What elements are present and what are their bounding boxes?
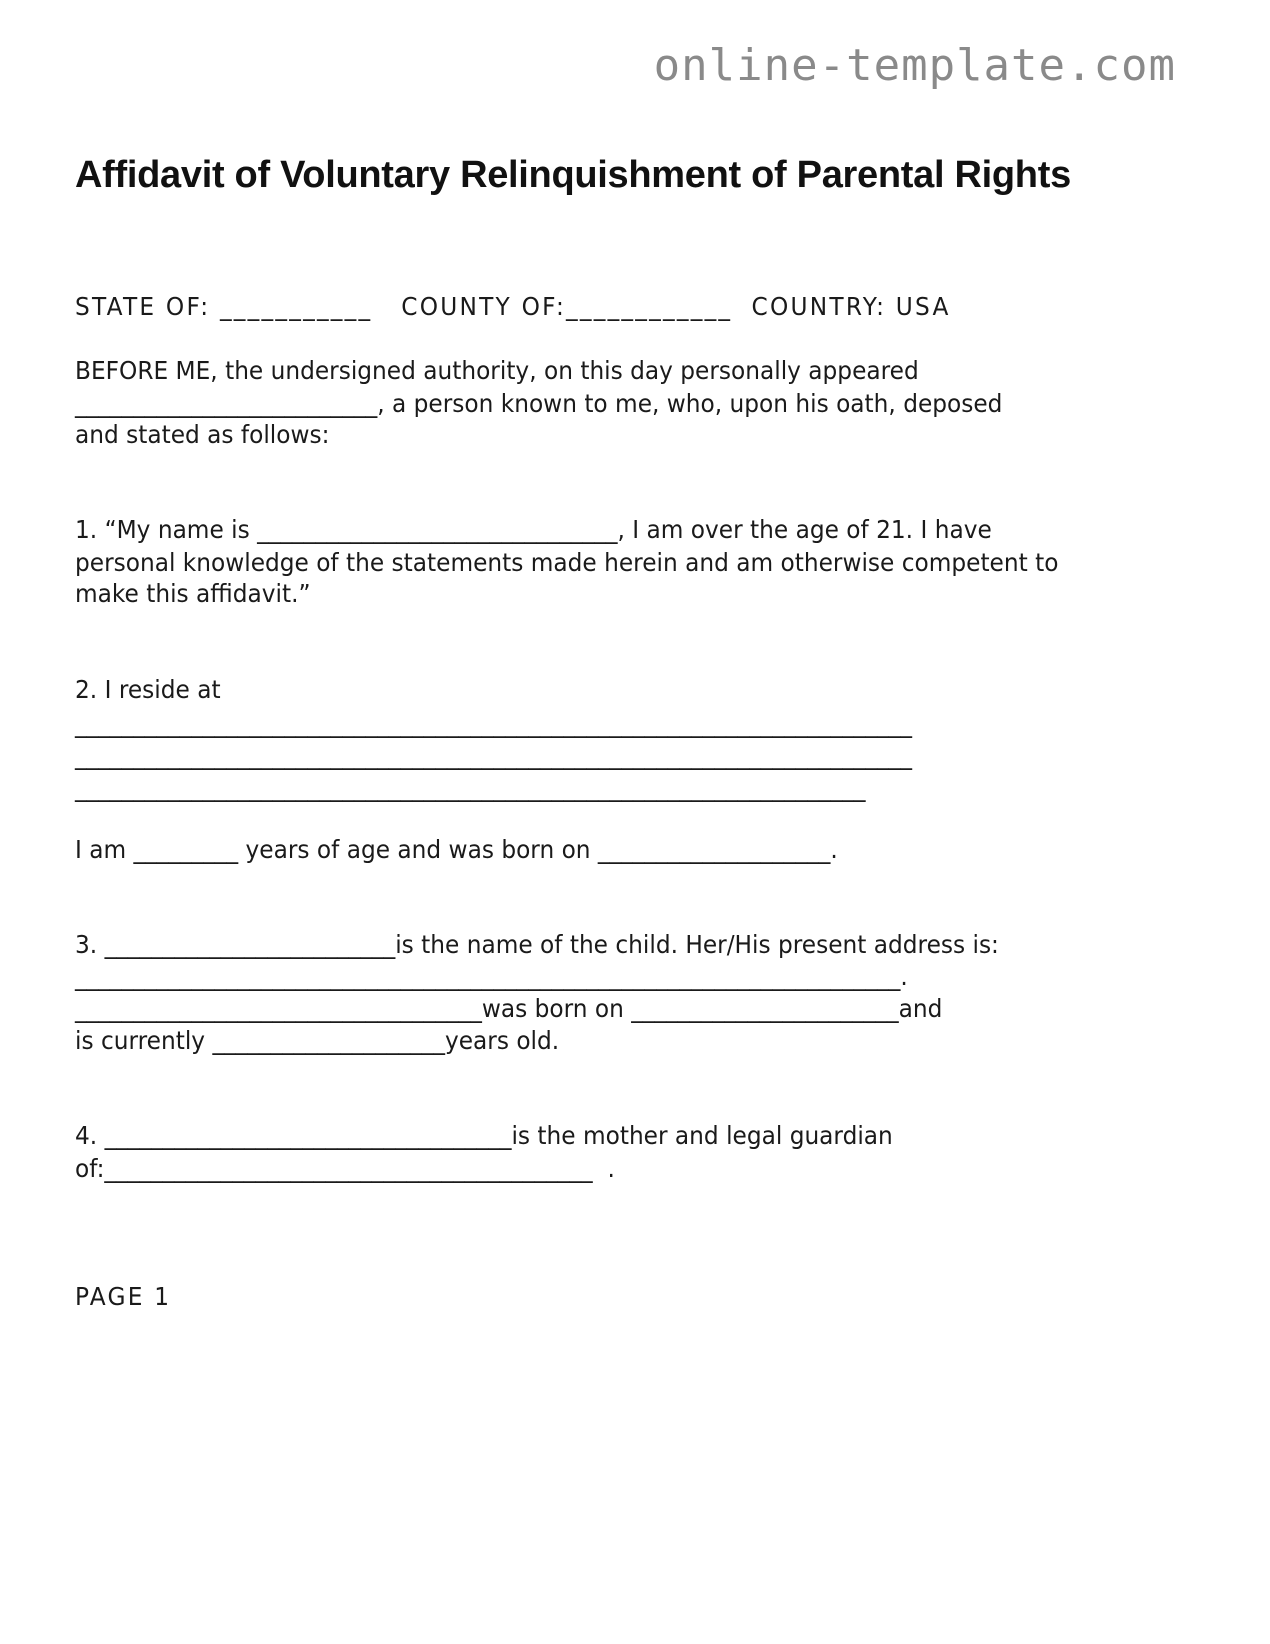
item-2-label: 2. I reside at (75, 675, 221, 704)
address-blank-line: ____________________________________________________________________ (75, 773, 866, 802)
jurisdiction-line: STATE OF: ___________ COUNTY OF:____________ COUNTRY: USA (75, 292, 951, 321)
item-3-line: is currently ____________________years old. (75, 1026, 560, 1055)
address-blank-line: ________________________________________________________________________ (75, 741, 912, 770)
intro-line: and stated as follows: (75, 420, 330, 449)
document-title: Affidavit of Voluntary Relinquishment of Parental Rights (75, 154, 1071, 196)
item-1-line: personal knowledge of the statements made herein and am otherwise competent to (75, 548, 1059, 577)
item-3-line: 3. _________________________is the name of the child. Her/His present address is: (75, 930, 999, 959)
item-1-line: make this affidavit.” (75, 579, 311, 608)
item-4-line: of:__________________________________________ . (75, 1154, 615, 1183)
address-blank-line: ________________________________________________________________________ (75, 709, 912, 738)
page-number: PAGE 1 (75, 1282, 172, 1311)
intro-line: BEFORE ME, the undersigned authority, on this day personally appeared (75, 356, 919, 385)
watermark: online-template.com (653, 40, 1176, 91)
item-3-line: _______________________________________________________________________. (75, 962, 908, 991)
item-3-line: ___________________________________was born on _______________________and (75, 994, 943, 1023)
intro-line: __________________________, a person known to me, who, upon his oath, deposed (75, 389, 1003, 418)
age-line: I am _________ years of age and was born on ____________________. (75, 835, 838, 864)
item-1-line: 1. “My name is _______________________________, I am over the age of 21. I have (75, 515, 992, 544)
item-4-line: 4. ___________________________________is the mother and legal guardian (75, 1121, 893, 1150)
